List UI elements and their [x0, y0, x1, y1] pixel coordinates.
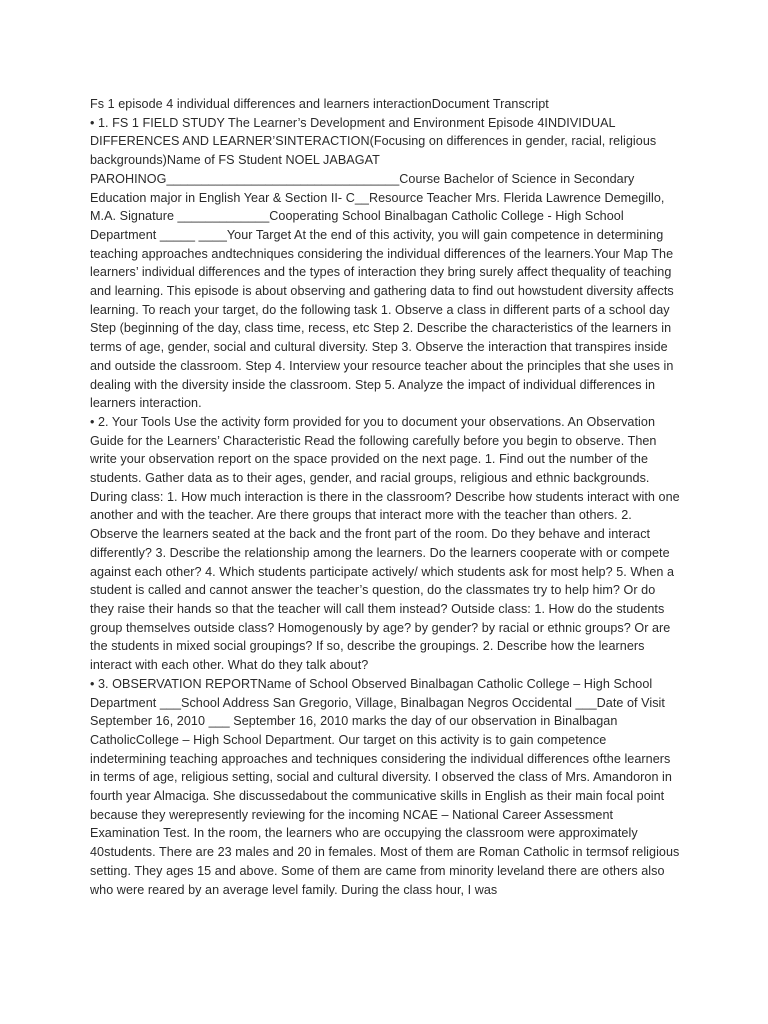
document-title: Fs 1 episode 4 individual differences and learners interactionDocument Transcript — [90, 97, 549, 111]
transcript-section-1: • 1. FS 1 FIELD STUDY The Learner’s Development and Environment Episode 4INDIVIDUAL DIFFERENCES AND LEARNER’SINTERACTION(Focusing on differences in gender, racial, religious backgrounds)Name of FS Student NOEL JABAGAT PAROHINOG_________________________________Course Bachelor of Science in Secondary Education major in English Year & Section II- C__Resource Teacher Mrs. Flerida Lawrence Demegillo, M.A. Signature _____________Cooperating School Binalbagan Catholic College - High School Department _____ ____Your Target At the end of this activity, you will gain competence in determining teaching approaches andtechniques considering the individual differences of the learners.Your Map The learners’ individual differences and the types of interaction they bring surely affect thequality of teaching and learning. This episode is about observing and gathering data to find out howstudent diversity affects learning. To reach your target, do the following task 1. Observe a class in different parts of a school day Step (beginning of the day, class time, recess, etc Step 2. Describe the characteristics of the learners in terms of age, gender, social and cultural diversity. Step 3. Observe the interaction that transpires inside and outside the classroom. Step 4. Interview your resource teacher about the principles that she uses in dealing with the diversity inside the classroom. Step 5. Analyze the impact of individual differences in learners interaction. — [90, 115, 674, 411]
transcript-section-3: • 3. OBSERVATION REPORTName of School Observed Binalbagan Catholic College – High School Department ___School Address San Gregorio, Village, Binalbagan Negros Occidental ___Date of Visit September 16, 2010 ___ September 16, 2010 marks the day of our observation in Binalbagan CatholicCollege – High School Department. Our target on this activity is to gain competence indetermining teaching approaches and techniques considering the individual differences ofthe learners in terms of age, religious setting, social and cultural diversity. I observed the class of Mrs. Amandoron in fourth year Almaciga. She discussedabout the communicative skills in English as their main focal point because they werepresently reviewing for the incoming NCAE – National Career Assessment Examination Test. In the room, the learners who are occupying the classroom were approximately 40students. There are 23 males and 20 in females. Most of them are Roman Catholic in termsof religious setting. They ages 15 and above. Some of them are came from minority leveland there are others also who were reared by an average level family. During the class hour, I was — [90, 676, 680, 897]
document-transcript — [90, 95, 680, 899]
transcript-section-2: • 2. Your Tools Use the activity form provided for you to document your observations. An Observation Guide for the Learners’ Characteristic Read the following carefully before you begin to observe. Then write your observation report on the space provided on the next page. 1. Find out the number of the students. Gather data as to their ages, gender, and racial groups, religious and ethnic backgrounds. During class: 1. How much interaction is there in the classroom? Describe how students interact with one another and with the teacher. Are there groups that interact more with the teacher than others. 2. Observe the learners seated at the back and the front part of the room. Do they behave and interact differently? 3. Describe the relationship among the learners. Do the learners cooperate with or compete against each other? 4. Which students participate actively/ which students ask for most help? 5. When a student is called and cannot answer the teacher’s question, do the classmates try to help him? Or do they raise their hands so that the teacher will call them instead? Outside class: 1. How do the students group themselves outside class? Homogenously by age? by gender? by racial or ethnic groups? Or are the students in mixed social groupings? If so, describe the groupings. 2. Describe how the learners interact with each other. What do they talk about? — [90, 414, 680, 673]
